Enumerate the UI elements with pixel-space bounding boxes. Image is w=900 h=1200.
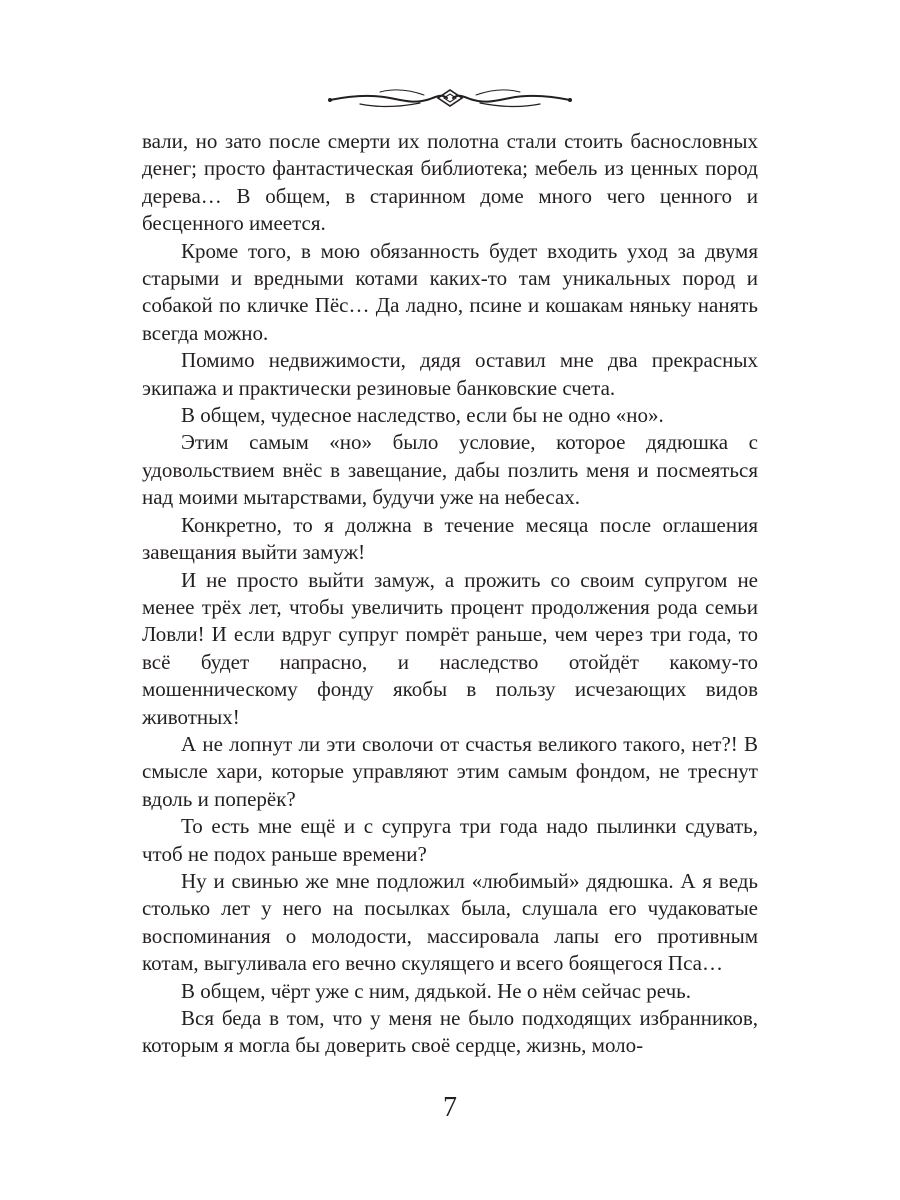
paragraph-10: Ну и свинью же мне подложил «любимый» дядюшка. А я ведь столько лет у него на посылках была, слушала его чудаковатые воспоминания о молодости, массировала лапы его противным котам, выгуливала его вечно скулящего и всего боящегося Пса…	[142, 868, 758, 976]
main-text	[142, 128, 758, 1060]
paragraph-6: Конкретно, то я должна в течение месяца после оглашения завещания выйти замуж!	[142, 512, 758, 565]
paragraph-9: То есть мне ещё и с супруга три года надо пылинки сдувать, чтоб не подох раньше времени?	[142, 814, 758, 866]
paragraph-2: Кроме того, в мою обязанность будет входить уход за двумя старыми и вредными котами каких-то там уникальных пород и собакой по кличке Пёс… Да ладно, псине и кошакам няньку нанять всегда можно.	[142, 238, 758, 345]
header-ornament-icon	[320, 78, 580, 118]
paragraph-3: Помимо недвижимости, дядя оставил мне два прекрасных экипажа и практически резиновые банковские счета.	[142, 348, 758, 400]
paragraph-1: вали, но зато после смерти их полотна стали стоить баснословных денег; просто фантастическая библиотека; мебель из ценных пород дерева… В общем, в старинном доме много чего ценного и бесценного имеется.	[142, 129, 758, 236]
page-number: 7	[443, 1092, 457, 1123]
paragraph-12: Вся беда в том, что у меня не было подходящих избранников, которым я могла бы доверить своё сердце, жизнь, моло-	[142, 1006, 758, 1058]
paragraph-11: В общем, чёрт уже с ним, дядькой. Не о нём сейчас речь.	[181, 978, 691, 1003]
paragraph-4: В общем, чудесное наследство, если бы не одно «но».	[181, 403, 664, 428]
paragraph-5: Этим самым «но» было условие, которое дядюшка с удовольствием внёс в завещание, дабы позлить меня и посмеяться над моими мытарствами, будучи уже на небесах.	[142, 430, 758, 510]
paragraph-8: А не лопнут ли эти сволочи от счастья великого такого, нет?! В смысле хари, которые управляют этим самым фондом, не треснут вдоль и поперёк?	[142, 731, 758, 811]
paragraph-7: И не просто выйти замуж, а прожить со своим супругом не менее трёх лет, чтобы увеличить процент продолжения рода семьи Ловли! И если вдруг супруг помрёт раньше, чем через три года, то всё будет напрасно, и наследство отойдёт какому-то мошенническому фонду якобы в пользу исчезающих видов животных!	[142, 567, 758, 729]
